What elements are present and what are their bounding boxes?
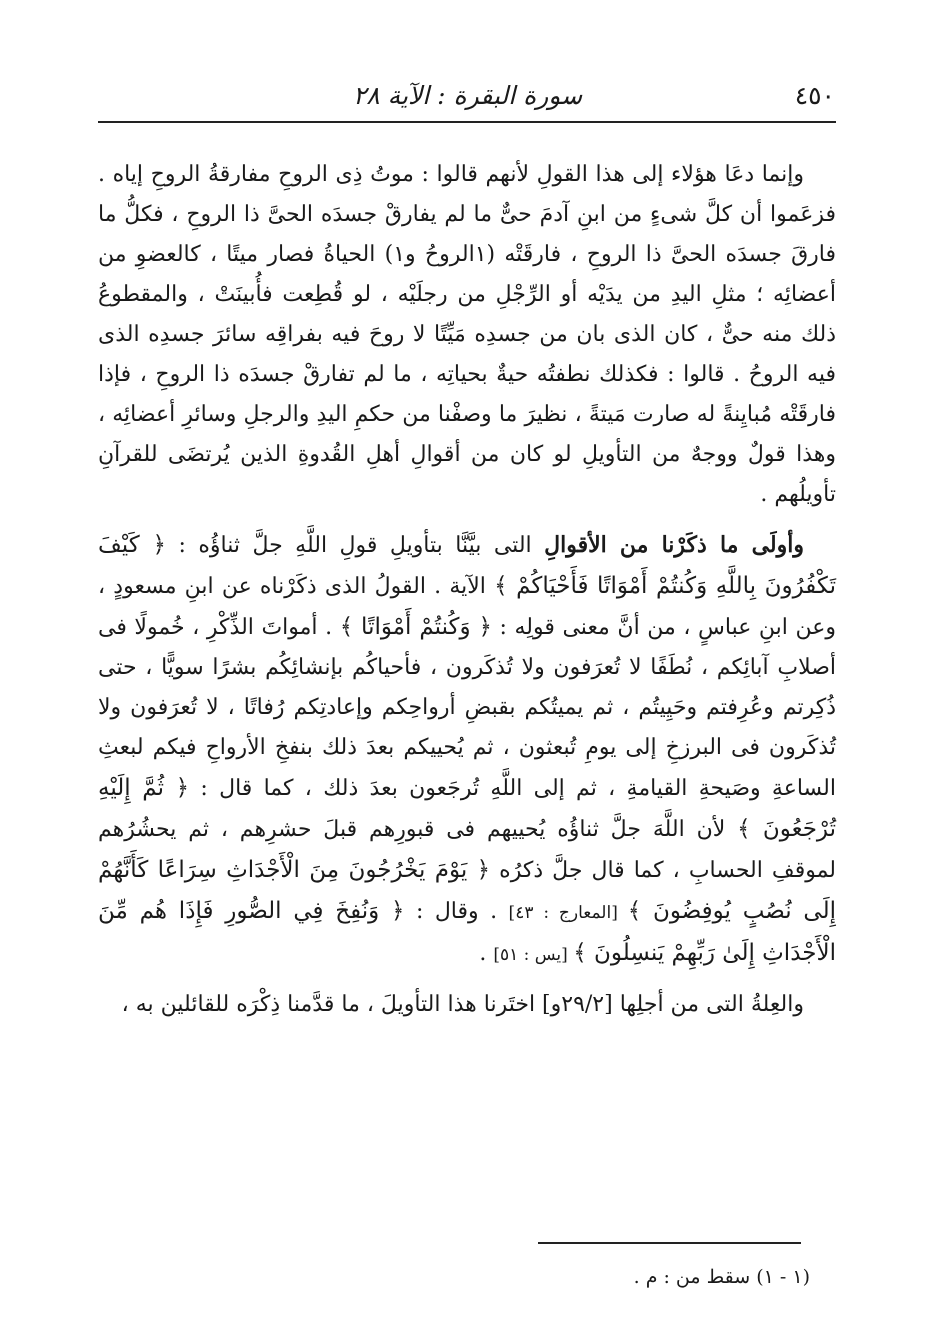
- verse-reference: [يس : ٥١]: [493, 945, 574, 965]
- paragraph-text: الآية . القولُ الذى ذكَرْناه عن ابنِ مسعودٍ ، وعن ابنِ عباسٍ ، من أنَّ معنى قولِه :: [98, 574, 836, 640]
- body-text: [98, 155, 836, 1025]
- paragraph-text: . أمواتَ الذِّكْرِ ، خُمولًا فى أصلابِ آبائِكم ، نُطَفًا لا تُعرَفون ولا تُذكَرون ، فأحياكُم بإنشائِكُم بشرًا سويًّا ، حتى ذُكِرتم وعُرِفتم وحَيِيتُم ، ثم يميتُكم بقبضِ أرواحِكم وإعادتِكم رُفاتًا ، لا تُعرَفون ولا تُذكَرون فى البرزخِ إلى يومِ تُبعثون ، ثم يُحييكم بعدَ ذلك بنفخِ الأرواحِ فيكم لبعثِ الساعةِ وصَيحةِ القيامةِ ، ثم إلى اللَّهِ تُرجَعون بعدَ ذلك ، كما قال :: [98, 615, 836, 801]
- paragraph-1: وإنما دعَا هؤلاء إلى هذا القولِ لأنهم قالوا : موتُ ذِى الروحِ مفارقةُ الروحِ إياه . فزعَموا أن كلَّ شىءٍ من ابنِ آدمَ حىٌّ ما لم يفارقْ جسدَه الحىَّ ذا الروحِ ، فكلُّ ما فارقَ جسدَه الحىَّ ذا الروحِ ، فارقَتْه (١الروحُ و١) الحياةُ فصار ميتًا ، كالعضوِ من أعضائِه ؛ مثلِ اليدِ من يدَيْه أو الرِّجْلِ من رجلَيْه ، لو قُطِعت فأُبينَتْ ، والمقطوعُ ذلك منه حىٌّ ، كان الذى بان من جسدِه مَيِّتًا لا روحَ فيه بفراقِه سائرَ جسدِه الذى فيه الروحُ . قالوا : فكذلك نطفتُه حيةٌ بحياتِه ، ما لم تفارقْ جسدَه ذا الروحِ ، فإذا فارقَتْه مُبايِنةً له صارت مَيتةً ، نظيرَ ما وصفْنا من حكمِ اليدِ والرجلِ وسائرِ أعضائِه ، وهذا قولٌ ووجهٌ من التأويلِ لو كان من أقوالِ أهلِ القُدوةِ الذين يُرتضَى للقرآنِ تأويلُهم .: [98, 162, 836, 507]
- paragraph-text: .: [479, 941, 494, 966]
- page-number: ٤٥٠: [794, 81, 835, 110]
- quran-quote: ﴿ يَوْمَ يَخْرُجُونَ مِنَ الْأَجْدَاثِ سِرَاعًا كَأَنَّهُمْ إِلَى نُصُبٍ يُوفِضُونَ ﴾: [98, 857, 836, 924]
- paragraph-text: . وقال :: [404, 899, 509, 924]
- verse-reference: [المعارج : ٤٣]: [508, 903, 628, 923]
- quran-quote: ﴿ وَكُنتُمْ أَمْوَاتًا ﴾: [339, 614, 492, 640]
- quran-quote: ﴿ وَنُفِخَ فِي الصُّورِ فَإِذَا هُم مِّنَ الْأَجْدَاثِ إِلَىٰ رَبِّهِمْ يَنسِلُونَ ﴾: [98, 898, 836, 966]
- paragraph-2: [98, 525, 836, 975]
- header-rule: [98, 121, 836, 123]
- footnote: (١ - ١) سقط من : م .: [633, 1266, 810, 1288]
- paragraph-3: والعِلةُ التى من أجلِها [٢٩/٢و] اختَرنا هذا التأويلَ ، ما قدَّمنا ذِكْرَه للقائلين به ،: [121, 992, 804, 1017]
- page-header: [100, 78, 835, 114]
- paragraph-lead: وأولَى ما ذكَرْنا من الأقوالِ: [544, 532, 804, 558]
- running-title: سورة البقرة : الآية ٢٨: [352, 81, 583, 110]
- quran-quote: ﴿ ثُمَّ إِلَيْهِ تُرْجَعُونَ ﴾: [98, 775, 836, 842]
- footnote-rule: [538, 1242, 801, 1244]
- paragraph-text: لأن اللَّهَ جلَّ ثناؤُه يُحييهم فى قبورِهم قبلَ حشرِهم ، ثم يحشُرُهم لموقفِ الحسابِ ، كما قال جلَّ ذكرُه: [98, 817, 836, 883]
- paragraph-text: التى بيَّنَّا بتأويلِ قولِ اللَّهِ جلَّ ثناؤُه :: [165, 533, 545, 558]
- quran-quote: ﴿ كَيْفَ تَكْفُرُونَ بِاللَّهِ وَكُنتُمْ أَمْوَاتًا فَأَحْيَاكُمْ ﴾: [98, 532, 836, 599]
